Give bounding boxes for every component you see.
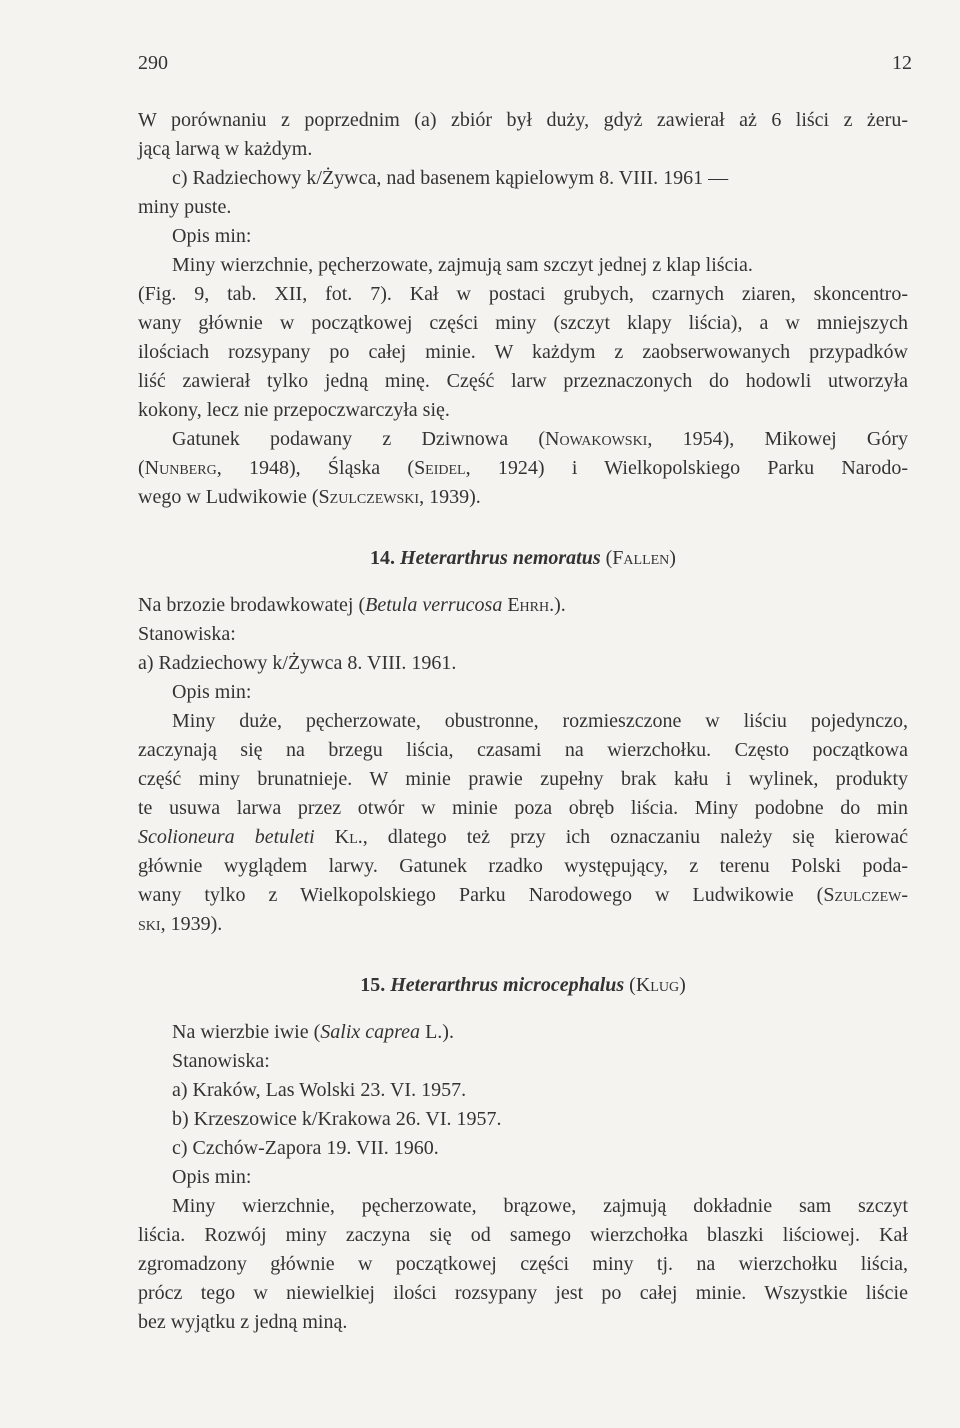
author-name: Seidel — [414, 457, 466, 479]
text-run: wany tylko z Wielkopolskiego Parku Narodowego w Ludwikowie ( — [138, 884, 824, 906]
text-run: , 1954), Mikowej Góry — [647, 428, 908, 450]
text-line: Miny duże, pęcherzowate, obustronne, rozmieszczone w liściu pojedynczo, — [172, 710, 908, 732]
species-number: 14. — [370, 547, 396, 569]
text-run: , 1939). — [160, 913, 223, 935]
text-run: L.). — [420, 1021, 454, 1043]
species-heading-15 — [138, 971, 908, 1000]
text-line: miny puste. — [138, 196, 232, 218]
text-run: ( — [629, 974, 636, 996]
text-line — [138, 910, 908, 939]
text-run: ) — [679, 974, 686, 996]
text-run: , dlatego też przy ich oznaczaniu należy się kierować — [362, 826, 908, 848]
text-line: Opis min: — [172, 681, 252, 703]
text-line: część miny brunatnieje. W minie prawie zupełny brak kału i wylinek, produkty — [138, 768, 908, 790]
author-name: Ehrh. — [507, 594, 555, 616]
text-line: Opis min: — [172, 225, 252, 247]
author-name: Szulczew- — [823, 884, 908, 906]
text-run: ) — [669, 547, 676, 569]
text-line — [138, 425, 908, 454]
text-line: kokony, lecz nie przepoczwarczyła się. — [138, 399, 450, 421]
text-run: , 1939). — [419, 486, 481, 508]
text-line: Opis min: — [172, 1166, 252, 1188]
text-line: zaczynają się na brzegu liścia, czasami na wierzchołku. Często początkowa — [138, 739, 908, 761]
author-name: Nunberg — [144, 457, 217, 479]
text-line: Miny wierzchnie, pęcherzowate, zajmują sam szczyt jednej z klap liścia. — [172, 254, 753, 276]
text-line: c) Radziechowy k/Żywca, nad basenem kąpielowym 8. VIII. 1961 — — [172, 167, 729, 189]
author-name: ski — [138, 913, 161, 935]
author-name: Kl. — [334, 826, 363, 848]
text-line: W porównaniu z poprzednim (a) zbiór był duży, gdyż zawierał aż 6 liści z żeru- — [138, 109, 908, 131]
species-name: Heterarthrus microcephalus — [390, 974, 625, 996]
text-line: wany głównie w początkowej części miny (szczyt klapy liścia), a w mniejszych — [138, 312, 908, 334]
text-run: , 1924) i Wielkopolskiego Parku Narodo- — [465, 457, 908, 479]
species-author: Klug — [635, 974, 680, 996]
text-line: a) Radziechowy k/Żywca 8. VIII. 1961. — [138, 652, 457, 674]
text-line: głównie wyglądem larwy. Gatunek rzadko występujący, z terenu Polski poda- — [138, 855, 908, 877]
text-run: Na wierzbie iwie ( — [172, 1021, 321, 1043]
text-run: Gatunek podawany z Dziwnowa ( — [172, 428, 546, 450]
author-name: Szulczewski — [318, 486, 420, 508]
text-line: b) Krzeszowice k/Krakowa 26. VI. 1957. — [172, 1108, 502, 1130]
text-run: ( — [138, 457, 145, 479]
text-run: ). — [554, 594, 566, 616]
text-line: ilościach rozsypany po całej minie. W każdym z zaobserwowanych przypadków — [138, 341, 908, 363]
text-line — [138, 881, 908, 910]
text-run: Na brzozie brodawkowatej ( — [138, 594, 366, 616]
text-line: zgromadzony głównie w początkowej części miny tj. na wierzchołku liścia, — [138, 1253, 908, 1275]
author-name: Nowakowski — [545, 428, 648, 450]
text-line: (Fig. 9, tab. XII, fot. 7). Kał w postaci grubych, czarnych ziaren, skoncentro- — [138, 283, 908, 305]
text-line: c) Czchów-Zapora 19. VII. 1960. — [172, 1137, 439, 1159]
host-plant-name: Betula verrucosa — [365, 594, 503, 616]
text-run — [315, 826, 335, 848]
text-line — [138, 483, 908, 512]
text-line: Stanowiska: — [138, 623, 236, 645]
page-header — [138, 52, 912, 82]
text-line: liścia. Rozwój miny zaczyna się od samego wierzchołka blaszki liściowej. Kał — [138, 1224, 908, 1246]
text-line — [138, 591, 908, 620]
text-line: jącą larwą w każdym. — [138, 138, 313, 160]
text-line — [138, 454, 908, 483]
text-line — [138, 1018, 908, 1047]
section-number: 12 — [892, 52, 912, 74]
species-heading-14 — [138, 544, 908, 573]
text-run: , 1948), Śląska ( — [216, 457, 415, 479]
text-line: Stanowiska: — [172, 1050, 270, 1072]
species-name: Scolioneura betuleti — [138, 826, 315, 848]
text-line — [138, 823, 908, 852]
species-number: 15. — [360, 974, 386, 996]
text-line: a) Kraków, Las Wolski 23. VI. 1957. — [172, 1079, 467, 1101]
text-run: wego w Ludwikowie ( — [138, 486, 319, 508]
text-line: prócz tego w niewielkiej ilości rozsypany jest po całej minie. Wszystkie liście — [138, 1282, 908, 1304]
host-plant-name: Salix caprea — [320, 1021, 421, 1043]
text-run: ( — [605, 547, 613, 569]
page-number: 290 — [138, 52, 168, 74]
text-line: Miny wierzchnie, pęcherzowate, brązowe, zajmują dokładnie sam szczyt — [172, 1195, 908, 1217]
text-line: bez wyjątku z jedną miną. — [138, 1311, 348, 1333]
text-line: liść zawierał tylko jedną minę. Część larw przeznaczonych do hodowli utworzyła — [138, 370, 908, 392]
text-line: te usuwa larwa przez otwór w minie poza obręb liścia. Miny podobne do min — [138, 797, 908, 819]
species-author: Fallen — [612, 547, 670, 569]
page-body — [138, 106, 908, 1337]
species-name: Heterarthrus nemoratus — [400, 547, 601, 569]
